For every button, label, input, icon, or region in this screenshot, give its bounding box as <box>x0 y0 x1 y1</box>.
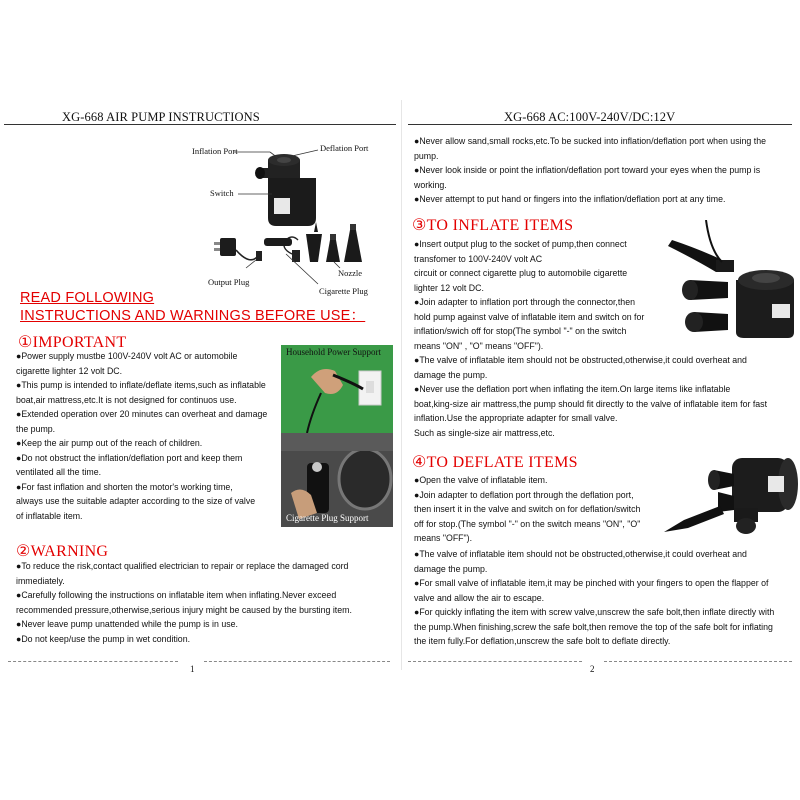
deflate-line: ●Join adapter to deflation port through the deflation port, <box>414 489 634 500</box>
right-top-line: ●Never allow sand,small rocks,etc.To be sucked into inflation/deflation port when using the <box>414 136 766 146</box>
important-line: always use the suitable adapter according to the size of valve <box>16 496 256 506</box>
inflate-line: lighter 12 volt DC. <box>414 282 484 293</box>
inflate-line: ●Join adapter to inflation port through the connector,then <box>414 297 635 307</box>
right-page <box>404 0 800 800</box>
cigarette-plug-caption: Cigarette Plug Support <box>286 513 369 523</box>
callout-nozzle: Nozzle <box>338 268 363 278</box>
right-top-text <box>414 134 794 207</box>
important-text <box>16 349 278 523</box>
right-title-rule <box>408 124 792 125</box>
inflate-line: ●The valve of inflatable item should not be obstructed,otherwise,it could overheat and <box>414 355 747 365</box>
important-line: ●For fast inflation and shorten the motor's working time, <box>16 481 233 492</box>
important-heading: ①IMPORTANT <box>18 334 127 351</box>
left-page-divider-right <box>204 661 390 662</box>
read-heading-line-1: READ FOLLOWING <box>20 290 155 306</box>
right-top-line: ●Never attempt to put hand or fingers into the inflation/deflation port at any time. <box>414 194 726 204</box>
important-line: ●Keep the air pump out of the reach of children. <box>16 438 203 448</box>
warning-text <box>16 559 396 646</box>
warning-line: ●Never leave pump unattended while the pump is in use. <box>16 619 238 629</box>
book-spine <box>401 100 402 670</box>
right-page-title: XG-668 AC:100V-240V/DC:12V <box>504 110 676 124</box>
important-line: ventilated all the time. <box>16 467 102 477</box>
callout-deflation-port: Deflation Port <box>320 143 369 153</box>
deflate-line: ●Open the valve of inflatable item. <box>414 475 548 485</box>
household-power-illustration <box>281 345 393 433</box>
inflate-line: ●Insert output plug to the socket of pump,then connect <box>414 239 627 249</box>
deflate-line: valve and allow the air to escape. <box>414 592 545 603</box>
deflate-line: the item fully.For deflation,unscrew the safe bolt to deflate directly. <box>414 636 671 646</box>
inflate-line: boat,king-size air mattress,the pump should fit directly to the valve of inflatable item for fast <box>414 398 768 409</box>
right-top-line: working. <box>414 179 447 190</box>
deflate-text-wide <box>414 547 800 649</box>
right-top-line: ●Never look inside or point the inflation/deflation port toward your eyes when the pump is <box>414 165 761 175</box>
important-line: cigarette lighter 12 volt DC. <box>16 365 123 376</box>
warning-line: recommended pressure,otherwise,serious injury might be caused by the bursting item. <box>16 604 352 615</box>
right-page-divider-right <box>604 661 792 662</box>
right-top-line: pump. <box>414 150 439 161</box>
deflate-text-narrow <box>414 473 676 546</box>
deflate-line: ●For small valve of inflatable item,it may be pinched with your fingers to open the flapper of <box>414 578 769 588</box>
deflate-line: ●The valve of inflatable item should not be obstructed,otherwise,it could overheat and <box>414 549 747 559</box>
adapter-image <box>214 238 262 261</box>
warning-line: ●Do not keep/use the pump in wet condition. <box>16 633 191 644</box>
deflate-line: then insert it in the valve and switch on for deflation/switch <box>414 504 641 514</box>
important-line: ●This pump is intended to inflate/deflate items,such as inflatable <box>16 380 266 390</box>
deflate-line: off for stop.(The symbol "-" on the switch means "ON", "O" <box>414 518 641 529</box>
warning-heading: ②WARNING <box>16 543 109 560</box>
inflate-line: ●Never use the deflation port when inflating the item.On large items like inflatable <box>414 384 731 394</box>
left-page-divider-left <box>8 661 178 662</box>
inflate-line: transfomer to 100V-240V volt AC <box>414 253 543 264</box>
important-line: of inflatable item. <box>16 510 83 521</box>
callout-inflation-port: Inflation Port <box>192 146 238 156</box>
inflate-heading: ③TO INFLATE ITEMS <box>412 217 574 234</box>
inflate-line: hold pump against valve of inflatable item and switch on for <box>414 311 645 322</box>
household-power-photo <box>281 345 393 433</box>
warning-line: immediately. <box>16 575 65 586</box>
important-line: ●Power supply mustbe 100V-240V volt AC or automobile <box>16 351 238 361</box>
callout-output-plug: Output Plug <box>208 277 250 287</box>
inflate-line: inflation/swich off for stop(The symbol "-" on the switch <box>414 326 627 336</box>
inflate-text-wide <box>414 353 800 440</box>
nozzle-image <box>306 222 362 262</box>
left-page-number: 1 <box>190 664 195 674</box>
cigarette-plug-image <box>264 237 300 262</box>
pump-inflate-image <box>666 220 796 340</box>
inflate-line: means "ON" , "O" means "OFF"). <box>414 340 544 351</box>
important-line: ●Do not obstruct the inflation/deflation port and keep them <box>16 452 243 463</box>
inflate-line: inflation.Use the appropriate adapter for small valve. <box>414 413 618 423</box>
read-heading-line-2: INSTRUCTIONS AND WARNINGS BEFORE USE： <box>20 308 366 324</box>
inflate-text-narrow <box>414 237 676 353</box>
deflate-line: the pump.When finishing,screw the safe bolt,then remove the top of the safe bolt for inflating <box>414 621 773 632</box>
inflate-line: circuit or connect cigarette plug to automobile cigarette <box>414 268 628 278</box>
pump-body-image <box>255 154 316 226</box>
right-page-divider-left <box>408 661 582 662</box>
read-instructions-heading <box>20 289 365 325</box>
warning-line: ●To reduce the risk,contact qualified electrician to repair or replace the damaged cord <box>16 561 349 571</box>
deflate-line: damage the pump. <box>414 563 488 574</box>
important-line: ●Extended operation over 20 minutes can overheat and damage <box>16 409 268 419</box>
important-line: boat,air mattress,etc.It is not designed for continuos use. <box>16 394 237 405</box>
callout-cigarette-plug: Cigarette Plug <box>319 286 368 296</box>
inflate-line: Such as single-size air mattress,etc. <box>414 427 555 438</box>
deflate-line: ●For quickly inflating the item with screw valve,unscrew the safe bolt,then inflate directly with <box>414 607 775 617</box>
household-power-caption: Household Power Support <box>286 347 381 357</box>
deflate-line: means "OFF"). <box>414 533 473 543</box>
right-page-number: 2 <box>590 664 595 674</box>
left-title-rule <box>4 124 396 125</box>
callout-switch: Switch <box>210 188 234 198</box>
left-page-title: XG-668 AIR PUMP INSTRUCTIONS <box>62 110 260 124</box>
warning-line: ●Carefully following the instructions on inflatable item when inflating.Never exceed <box>16 590 337 600</box>
important-line: the pump. <box>16 423 56 434</box>
inflate-line: damage the pump. <box>414 369 488 380</box>
deflate-heading: ④TO DEFLATE ITEMS <box>412 454 578 471</box>
